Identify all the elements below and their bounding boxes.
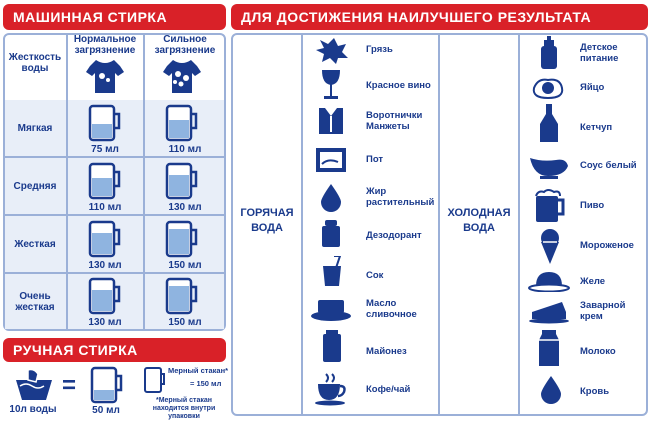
hot-item: Пот (366, 154, 384, 165)
dose-strong: 130 мл (168, 202, 202, 213)
hot-item: Воротнички Манжеты (366, 110, 423, 132)
cup-icon (165, 162, 199, 200)
hot-item: Кофе/чай (366, 384, 411, 395)
cup-note: *Мерный стакан находится внутри упаковки (152, 397, 216, 420)
egg-icon (530, 76, 566, 100)
hot-item: Жир растительный (366, 186, 435, 208)
butter-icon (310, 296, 352, 322)
cup-icon (88, 104, 122, 142)
sweat-shirt-icon (314, 144, 348, 174)
dose-normal: 130 мл (88, 260, 122, 271)
cold-item: Пиво (580, 200, 605, 211)
hot-item: Грязь (366, 44, 393, 55)
hot-item: Красное вино (366, 80, 431, 91)
dose-strong: 110 мл (168, 144, 202, 155)
cup-icon (165, 277, 199, 315)
hot-item: Майонез (366, 346, 407, 357)
ice-cream-icon (538, 228, 562, 266)
cup-value: = 150 мл (190, 379, 222, 388)
blood-drop-icon (540, 374, 562, 404)
cold-item: Молоко (580, 346, 616, 357)
dose-strong: 150 мл (168, 317, 202, 328)
measuring-cup-icon (143, 366, 165, 394)
dose-normal: 130 мл (88, 317, 122, 328)
beer-mug-icon (532, 188, 566, 224)
ketchup-icon (538, 104, 560, 144)
cup-icon (165, 104, 199, 142)
sauce-boat-icon (528, 152, 570, 180)
wine-glass-icon (318, 68, 344, 100)
cup-icon (88, 277, 122, 315)
equals-sign: = (62, 372, 77, 399)
shirt-normal-icon (86, 58, 124, 94)
hot-item: Масло сливочное (366, 298, 417, 320)
coffee-cup-icon (314, 372, 350, 406)
dose-normal: 110 мл (88, 202, 122, 213)
cup-icon (90, 366, 124, 404)
hand-title: РУЧНАЯ СТИРКА (3, 338, 226, 362)
jelly-icon (528, 270, 570, 292)
col-strong: Сильное загрязнение (154, 34, 216, 56)
cold-item: Кетчуп (580, 122, 613, 133)
cold-item: Мороженое (580, 240, 634, 251)
hot-item: Сок (366, 270, 384, 281)
cup-icon (88, 162, 122, 200)
cup-label: Мерный стакан* (168, 366, 229, 375)
col-normal: Нормальное загрязнение (73, 34, 137, 56)
milk-carton-icon (538, 330, 560, 366)
row-label: Очень жесткая (15, 291, 55, 313)
cold-item: Кровь (580, 386, 610, 397)
cold-label: ХОЛОДНАЯ ВОДА (447, 207, 511, 234)
row-label: Жесткая (14, 239, 56, 250)
shirt-strong-icon (163, 58, 201, 94)
dose-normal: 75 мл (91, 144, 119, 155)
baby-bottle-icon (538, 36, 560, 70)
cold-item: Соус белый (580, 160, 637, 171)
cup-icon (88, 220, 122, 258)
col-hardness: Жесткость воды (8, 52, 62, 74)
basin-icon (14, 368, 54, 402)
machine-title: МАШИННАЯ СТИРКА (3, 4, 226, 30)
oil-drop-icon (320, 182, 342, 212)
cup-icon (165, 220, 199, 258)
shirt-collar-icon (316, 106, 346, 136)
cold-item: Желе (580, 276, 606, 287)
dirt-icon (314, 36, 348, 64)
hot-item: Дезодорант (366, 230, 422, 241)
juice-glass-icon (320, 256, 344, 288)
cold-item: Яйцо (580, 82, 605, 93)
cold-item: Детское питание (580, 42, 619, 64)
cold-item: Заварной крем (580, 300, 626, 322)
hand-amount: 50 мл (92, 405, 120, 416)
best-title: ДЛЯ ДОСТИЖЕНИЯ НАИЛУЧШЕГО РЕЗУЛЬТАТА (231, 4, 648, 30)
cream-cake-icon (528, 298, 570, 324)
mayonnaise-icon (320, 330, 344, 364)
row-label: Средняя (13, 181, 57, 192)
deodorant-icon (320, 218, 342, 248)
dose-strong: 150 мл (168, 260, 202, 271)
hand-water: 10л воды (9, 404, 57, 415)
row-label: Мягкая (17, 123, 53, 134)
hot-label: ГОРЯЧАЯ ВОДА (240, 207, 294, 234)
